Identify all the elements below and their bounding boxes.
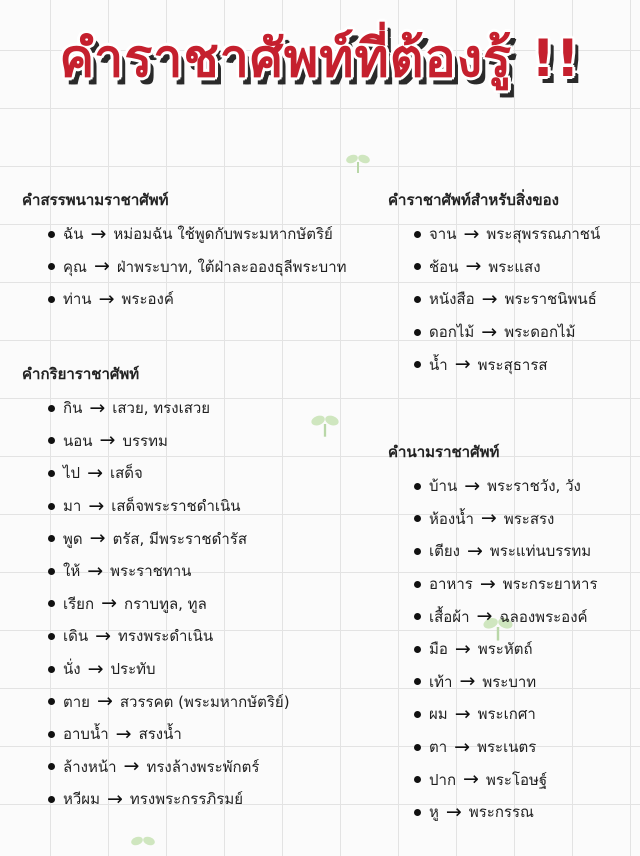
list-item: [388, 470, 598, 503]
right-arrow-icon: →: [90, 222, 107, 245]
list-item: [22, 283, 347, 316]
bullet-icon: [48, 263, 55, 270]
royal-word: พระเกศา: [477, 705, 536, 724]
list-item: [22, 751, 290, 784]
right-arrow-icon: →: [479, 572, 496, 595]
list-item: [388, 796, 598, 829]
common-word: ตาย: [63, 692, 90, 711]
right-arrow-icon: →: [454, 702, 471, 725]
right-arrow-icon: →: [98, 287, 115, 310]
list-item: [22, 490, 290, 523]
royal-word: พระแท่นบรรทม: [489, 542, 592, 561]
royal-word: สรงน้ำ: [138, 725, 182, 744]
right-arrow-icon: →: [87, 461, 103, 484]
common-word: ช้อน: [429, 257, 459, 276]
right-arrow-icon: →: [463, 222, 480, 245]
common-word: หนังสือ: [429, 290, 475, 309]
royal-word: พระบาท: [482, 672, 537, 691]
royal-word: พระกรรณ: [468, 803, 534, 822]
title-banner: [0, 30, 640, 90]
list-item: [22, 392, 290, 425]
item-list: [22, 218, 347, 316]
common-word: หู: [429, 803, 439, 822]
bullet-icon: [48, 796, 55, 803]
bullet-icon: [48, 470, 55, 477]
list-item: [388, 535, 598, 568]
royal-word: ทรงล้างพระพักตร์: [146, 757, 260, 776]
list-item: [22, 425, 290, 458]
common-word: อาหาร: [429, 575, 473, 594]
common-word: หวีผม: [63, 790, 100, 809]
list-item: [388, 503, 598, 536]
common-word: บ้าน: [429, 477, 458, 496]
list-item: [22, 718, 290, 751]
list-item: [388, 218, 600, 251]
list-item: [388, 763, 598, 796]
right-arrow-icon: →: [445, 800, 462, 823]
list-item: [22, 218, 347, 251]
right-arrow-icon: →: [466, 539, 483, 562]
section-nouns: [388, 440, 598, 829]
royal-word: หม่อมฉัน ใช้พูดกับพระมหากษัตริย์: [113, 225, 333, 244]
bullet-icon: [48, 633, 55, 640]
royal-word: พระองค์: [121, 290, 174, 309]
bullet-icon: [414, 711, 421, 718]
royal-word: พระสรง: [503, 509, 555, 528]
royal-word: ทรงพระกรรภิรมย์: [129, 790, 244, 809]
royal-word: พระดอกไม้: [504, 323, 576, 342]
list-item: [388, 633, 598, 666]
common-word: ตา: [429, 738, 448, 757]
section-verbs: [22, 362, 290, 816]
section-pronouns: [22, 188, 347, 316]
bullet-icon: [48, 568, 55, 575]
common-word: เดิน: [63, 627, 89, 646]
item-list: [388, 218, 600, 381]
royal-word: พระโอษฐ์: [485, 770, 548, 789]
common-word: ห้องน้ำ: [429, 509, 474, 528]
right-arrow-icon: →: [480, 507, 497, 530]
list-item: [388, 731, 598, 764]
bullet-icon: [48, 296, 55, 303]
common-word: ฉัน: [63, 225, 84, 244]
bullet-icon: [414, 678, 421, 685]
common-word: ไป: [63, 464, 81, 483]
right-arrow-icon: →: [463, 768, 479, 791]
page-title: คำราชาศัพท์ที่ต้องรู้ !!: [59, 29, 581, 89]
right-arrow-icon: →: [481, 287, 498, 310]
bullet-icon: [48, 666, 55, 673]
list-item: [388, 698, 598, 731]
royal-word: พระราชนิพนธ์: [504, 290, 597, 309]
common-word: ท่าน: [63, 290, 92, 309]
common-word: นอน: [63, 431, 93, 450]
common-word: ดอกไม้: [429, 323, 475, 342]
list-item: [388, 568, 598, 601]
common-word: คุณ: [63, 257, 87, 276]
right-arrow-icon: →: [99, 429, 116, 452]
bullet-icon: [48, 600, 55, 607]
section-heading: คำราชาศัพท์สำหรับสิ่งของ: [388, 191, 559, 209]
bullet-icon: [48, 763, 55, 770]
royal-word: บรรทม: [122, 431, 168, 450]
right-arrow-icon: →: [95, 624, 112, 647]
list-item: [22, 783, 290, 816]
bullet-icon: [414, 483, 421, 490]
right-arrow-icon: →: [87, 657, 104, 680]
right-arrow-icon: →: [89, 396, 106, 419]
right-arrow-icon: →: [454, 353, 471, 376]
list-item: [388, 316, 600, 349]
list-item: [22, 620, 290, 653]
bullet-icon: [414, 646, 421, 653]
sprout-icon: [310, 410, 340, 438]
list-item: [22, 653, 290, 686]
bullet-icon: [414, 809, 421, 816]
bullet-icon: [414, 581, 421, 588]
royal-word: ฉลองพระองค์: [499, 607, 588, 626]
right-arrow-icon: →: [107, 787, 123, 810]
item-list: [388, 470, 598, 829]
bullet-icon: [48, 437, 55, 444]
royal-word: เสวย, ทรงเสวย: [112, 399, 211, 418]
right-arrow-icon: →: [123, 755, 140, 778]
bullet-icon: [414, 296, 421, 303]
common-word: ผม: [429, 705, 448, 724]
common-word: เท้า: [429, 672, 453, 691]
royal-word: เสด็จ: [110, 464, 143, 483]
bullet-icon: [414, 263, 421, 270]
common-word: ปาก: [429, 770, 457, 789]
common-word: มือ: [429, 640, 448, 659]
right-arrow-icon: →: [454, 637, 471, 660]
royal-word: ฝ่าพระบาท, ใต้ฝ่าละอองธุลีพระบาท: [116, 257, 347, 276]
royal-word: พระราชทาน: [110, 562, 192, 581]
item-list: [22, 392, 290, 816]
royal-word: พระสุพรรณภาชน์: [486, 225, 601, 244]
section-objects: [388, 188, 600, 381]
common-word: เตียง: [429, 542, 460, 561]
common-word: มา: [63, 497, 82, 516]
list-item: [22, 588, 290, 621]
bullet-icon: [48, 535, 55, 542]
list-item: [22, 685, 290, 718]
list-item: [388, 348, 600, 381]
common-word: เรียก: [63, 594, 95, 613]
bullet-icon: [48, 698, 55, 705]
bullet-icon: [414, 329, 421, 336]
right-arrow-icon: →: [88, 494, 105, 517]
common-word: ล้างหน้า: [63, 757, 117, 776]
bullet-icon: [48, 231, 55, 238]
bullet-icon: [414, 231, 421, 238]
royal-word: พระกระยาหาร: [502, 575, 598, 594]
royal-word: พระเนตร: [477, 738, 537, 757]
right-arrow-icon: →: [93, 255, 110, 278]
right-arrow-icon: →: [87, 559, 104, 582]
bullet-icon: [414, 515, 421, 522]
right-arrow-icon: →: [459, 670, 476, 693]
right-arrow-icon: →: [101, 592, 117, 615]
royal-word: ประทับ: [110, 660, 156, 679]
common-word: อาบน้ำ: [63, 725, 109, 744]
right-arrow-icon: →: [89, 527, 106, 550]
section-heading: คำกริยาราชาศัพท์: [22, 365, 140, 383]
bullet-icon: [414, 548, 421, 555]
royal-word: พระหัตถ์: [477, 640, 533, 659]
sprout-icon: [345, 150, 371, 174]
common-word: ให้: [63, 562, 81, 581]
common-word: น้ำ: [429, 355, 448, 374]
right-arrow-icon: →: [481, 320, 498, 343]
bullet-icon: [414, 613, 421, 620]
right-arrow-icon: →: [476, 605, 493, 628]
list-item: [388, 600, 598, 633]
list-item: [22, 457, 290, 490]
section-heading: คำสรรพนามราชาศัพท์: [22, 191, 169, 209]
royal-word: กราบทูล, ทูล: [123, 594, 207, 613]
list-item: [388, 283, 600, 316]
bullet-icon: [414, 744, 421, 751]
list-item: [388, 666, 598, 699]
bullet-icon: [414, 776, 421, 783]
bullet-icon: [48, 503, 55, 510]
royal-word: สวรรคต (พระมหากษัตริย์): [119, 692, 290, 711]
royal-word: เสด็จพระราชดำเนิน: [111, 497, 241, 516]
list-item: [388, 251, 600, 284]
common-word: นั่ง: [63, 660, 81, 679]
sprout-icon: [130, 832, 156, 856]
right-arrow-icon: →: [465, 255, 482, 278]
right-arrow-icon: →: [454, 735, 471, 758]
bullet-icon: [48, 405, 55, 412]
list-item: [22, 555, 290, 588]
right-arrow-icon: →: [464, 474, 481, 497]
royal-word: พระแสง: [488, 257, 541, 276]
common-word: จาน: [429, 225, 457, 244]
bullet-icon: [48, 731, 55, 738]
list-item: [22, 522, 290, 555]
right-arrow-icon: →: [115, 722, 132, 745]
list-item: [22, 251, 347, 284]
royal-word: พระสุธารส: [477, 355, 548, 374]
right-arrow-icon: →: [96, 690, 113, 713]
bullet-icon: [414, 361, 421, 368]
royal-word: พระราชวัง, วัง: [487, 477, 581, 496]
section-heading: คำนามราชาศัพท์: [388, 443, 500, 461]
royal-word: ตรัส, มีพระราชดำรัส: [112, 529, 247, 548]
royal-word: ทรงพระดำเนิน: [118, 627, 214, 646]
common-word: กิน: [63, 399, 83, 418]
common-word: พูด: [63, 529, 83, 548]
common-word: เสื้อผ้า: [429, 607, 470, 626]
